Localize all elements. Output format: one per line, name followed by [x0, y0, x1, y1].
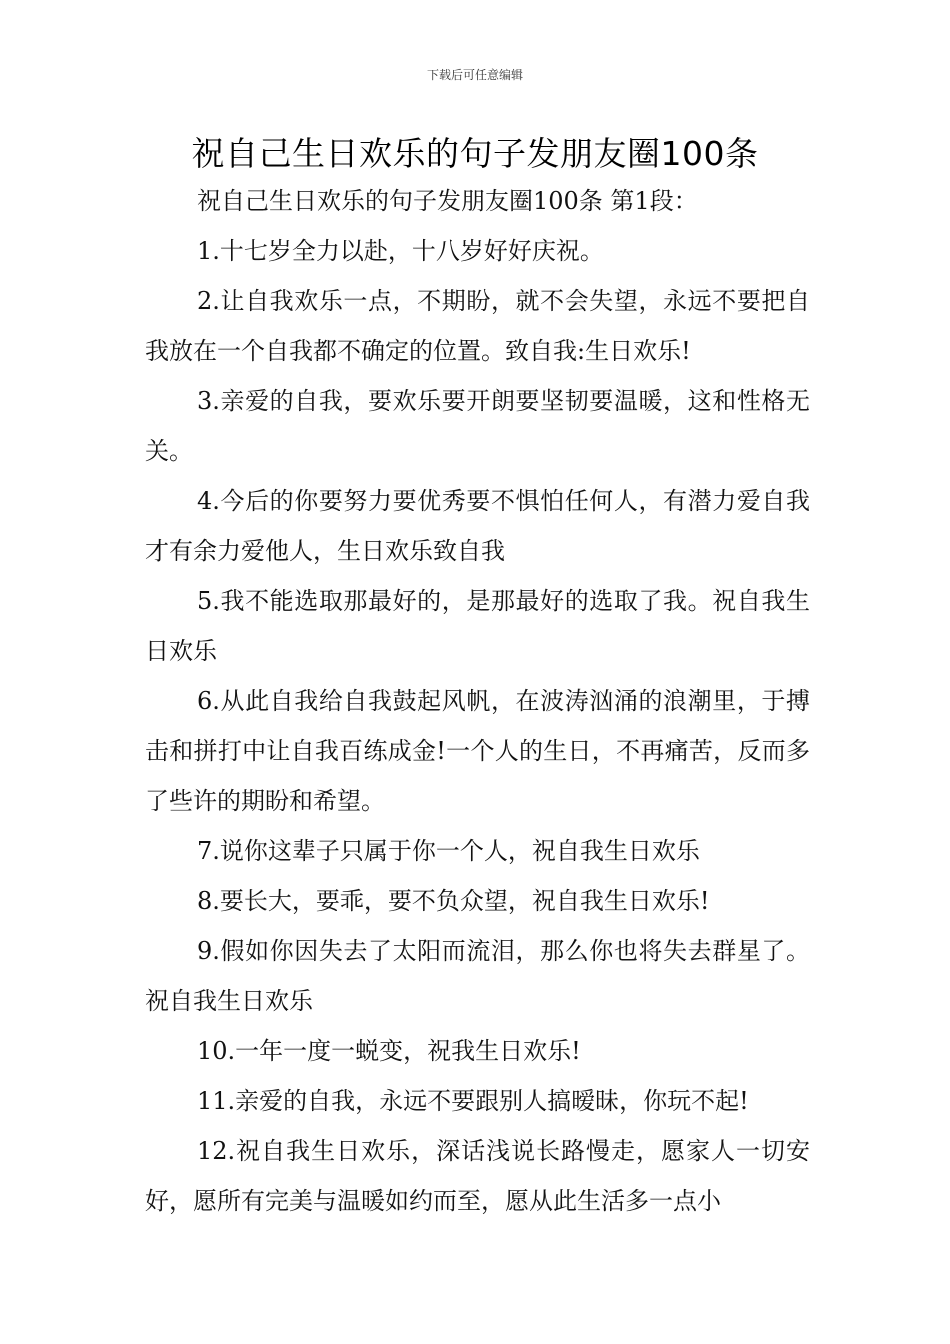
- list-item-2: 2.让自我欢乐一点，不期盼，就不会失望，永远不要把自我放在一个自我都不确定的位置。致自我:生日欢乐!: [145, 287, 810, 365]
- list-item-7: 7.说你这辈子只属于你一个人，祝自我生日欢乐: [197, 837, 700, 865]
- list-item-3: 3.亲爱的自我，要欢乐要开朗要坚韧要温暖，这和性格无关。: [145, 387, 810, 465]
- list-item-11: 11.亲爱的自我，永远不要跟别人搞暧昧，你玩不起!: [197, 1087, 749, 1115]
- header-note: 下载后可任意编辑: [426, 68, 523, 82]
- document-body: [145, 176, 810, 1226]
- document-title: 祝自己生日欢乐的句子发朋友圈100条: [191, 134, 759, 173]
- list-item-1: 1.十七岁全力以赴，十八岁好好庆祝。: [197, 237, 604, 265]
- list-item-5: 5.我不能选取那最好的，是那最好的选取了我。祝自我生日欢乐: [145, 587, 810, 665]
- section-intro: 祝自己生日欢乐的句子发朋友圈100条 第1段：: [197, 187, 698, 215]
- list-item-4: 4.今后的你要努力要优秀要不惧怕任何人，有潜力爱自我才有余力爱他人，生日欢乐致自我: [145, 487, 810, 565]
- list-item-8: 8.要长大，要乖，要不负众望，祝自我生日欢乐!: [197, 887, 710, 915]
- list-item-10: 10.一年一度一蜕变，祝我生日欢乐!: [197, 1037, 581, 1065]
- list-item-12: 12.祝自我生日欢乐，深话浅说长路慢走，愿家人一切安好，愿所有完美与温暖如约而至，愿从此生活多一点小: [145, 1137, 810, 1215]
- list-item-6: 6.从此自我给自我鼓起风帆，在波涛汹涌的浪潮里，于搏击和拼打中让自我百练成金!一个人的生日，不再痛苦，反而多了些许的期盼和希望。: [145, 687, 810, 815]
- list-item-9: 9.假如你因失去了太阳而流泪，那么你也将失去群星了。祝自我生日欢乐: [145, 937, 810, 1015]
